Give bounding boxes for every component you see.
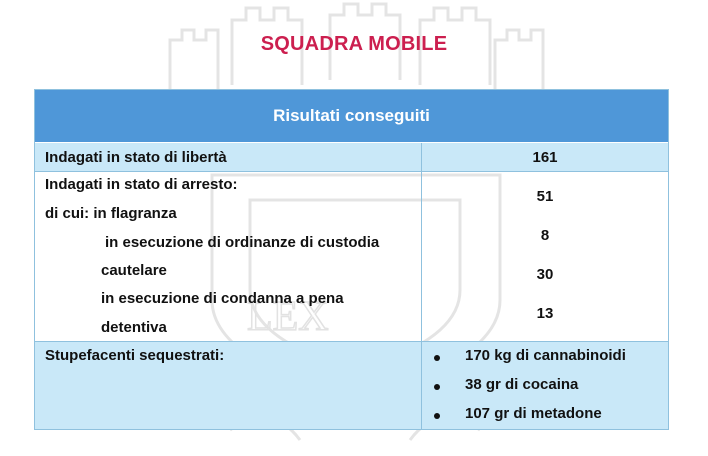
table-row-stupefacenti — [35, 342, 668, 429]
row-value: 13 — [536, 305, 554, 322]
page-title: SQUADRA MOBILE — [260, 33, 448, 55]
row-value-cell — [422, 172, 668, 341]
bullet-icon — [434, 413, 440, 419]
table-header: Risultati conseguiti — [35, 90, 668, 143]
row-label-cell — [35, 143, 422, 171]
row-sublabel: detentiva — [101, 319, 167, 336]
row-value: 161 — [532, 149, 558, 166]
row-value-cell — [422, 143, 668, 171]
row-sublabel: cautelare — [101, 262, 167, 279]
list-item: 170 kg di cannabinoidi — [465, 347, 626, 364]
row-list-cell — [422, 342, 668, 429]
watermark-lex-text: LEX — [247, 294, 329, 340]
row-value: 51 — [536, 188, 554, 205]
row-sublabel: in esecuzione di ordinanze di custodia — [105, 234, 380, 251]
row-value: 30 — [536, 266, 554, 283]
row-label: Indagati in stato di arresto: — [45, 176, 238, 193]
table-row-indagati-arresto — [35, 172, 668, 342]
list-item: 38 gr di cocaina — [465, 376, 579, 393]
row-label-cell — [35, 342, 422, 429]
bullet-icon — [434, 355, 440, 361]
row-label: Stupefacenti sequestrati: — [45, 347, 225, 364]
bullet-icon — [434, 384, 440, 390]
results-table — [34, 89, 669, 430]
list-item: 107 gr di metadone — [465, 405, 602, 422]
row-sublabel: di cui: in flagranza — [45, 205, 177, 222]
table-row-indagati-liberta — [35, 143, 668, 172]
row-label: Indagati in stato di libertà — [45, 149, 227, 166]
row-value: 8 — [540, 227, 550, 244]
row-sublabel: in esecuzione di condanna a pena — [101, 290, 344, 307]
row-label-cell — [35, 172, 422, 341]
